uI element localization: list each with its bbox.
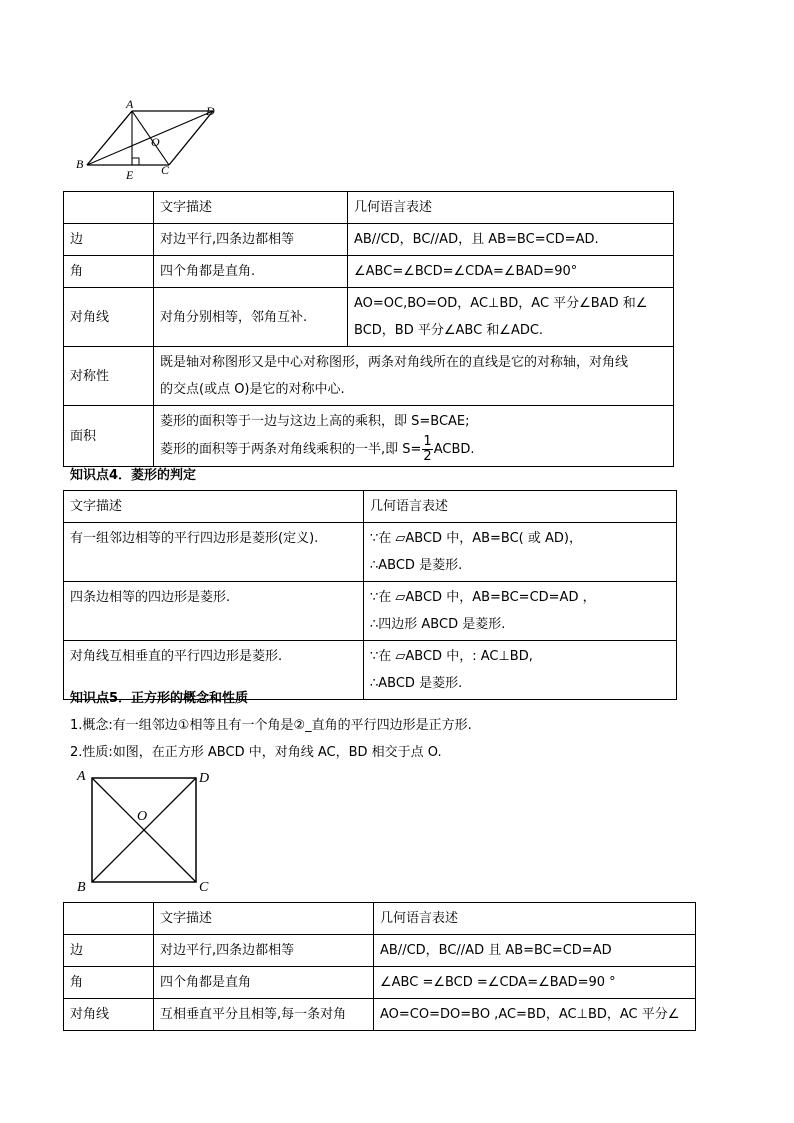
row-desc: 四条边相等的四边形是菱形.	[64, 582, 364, 641]
table-row	[64, 347, 674, 406]
row-geo	[364, 523, 677, 582]
geo-line: ∵在 ▱ABCD 中，: AC⊥BD,	[370, 649, 533, 664]
row-geo: AO=CO=DO=BO ,AC=BD，AC⊥BD，AC 平分∠	[374, 999, 696, 1031]
geo-line: ∴ABCD 是菱形.	[370, 676, 463, 691]
geo-line: AO=OC,BO=OD，AC⊥BD，AC 平分∠BAD 和∠	[354, 296, 648, 311]
header-cell-desc: 文字描述	[64, 491, 364, 523]
row-geo	[364, 641, 677, 700]
label-B: B	[77, 880, 86, 895]
area-line-1: 菱形的面积等于一边与这边上高的乘积，即 S=BCAE;	[160, 414, 470, 429]
row-desc: 对角线互相垂直的平行四边形是菱形.	[64, 641, 364, 700]
fraction-one-half	[422, 435, 432, 464]
header-cell-geo: 几何语言表述	[348, 192, 674, 224]
area-line-2	[160, 435, 667, 464]
row-desc	[154, 347, 674, 406]
header-cell-geo: 几何语言表述	[364, 491, 677, 523]
row-geo	[364, 582, 677, 641]
row-geo: AB//CD，BC//AD，且 AB=BC=CD=AD.	[348, 224, 674, 256]
fraction-denominator: 2	[423, 449, 432, 464]
edge-CD	[169, 111, 213, 165]
square-properties-table	[63, 902, 696, 1031]
area-line-2-post: ACBD.	[433, 442, 475, 457]
row-desc: 四个角都是直角	[154, 967, 374, 999]
section4-title: 知识点4．菱形的判定	[70, 468, 197, 483]
table-row	[64, 582, 677, 641]
geo-line: ∵在 ▱ABCD 中，AB=BC=CD=AD ，	[370, 590, 596, 605]
geo-line: ∴四边形 ABCD 是菱形.	[370, 617, 506, 632]
table-row	[64, 967, 696, 999]
right-angle-mark	[132, 158, 139, 165]
label-A: A	[126, 97, 134, 111]
table-row	[64, 935, 696, 967]
label-B: B	[76, 157, 84, 171]
diagonal-BD	[87, 111, 213, 165]
table-header-row	[64, 192, 674, 224]
section5-property: 2.性质:如图，在正方形 ABCD 中，对角线 AC，BD 相交于点 O.	[70, 745, 442, 760]
header-cell-desc: 文字描述	[154, 192, 348, 224]
row-label: 边	[64, 224, 154, 256]
table-row	[64, 288, 674, 347]
table-row	[64, 523, 677, 582]
table-row	[64, 406, 674, 467]
square-diagram	[72, 766, 222, 896]
row-label: 边	[64, 935, 154, 967]
row-label: 对角线	[64, 999, 154, 1031]
geo-line: BCD，BD 平分∠ABC 和∠ADC.	[354, 323, 544, 338]
table-row	[64, 999, 696, 1031]
geo-line: ∴ABCD 是菱形.	[370, 558, 463, 573]
row-desc: 对边平行,四条边都相等	[154, 935, 374, 967]
row-label: 面积	[64, 406, 154, 467]
row-geo	[348, 288, 674, 347]
label-D: D	[206, 104, 215, 118]
label-C: C	[161, 163, 170, 177]
rhombus-criteria-table	[63, 490, 677, 700]
row-geo: AB//CD，BC//AD 且 AB=BC=CD=AD	[374, 935, 696, 967]
rhombus-diagram	[70, 96, 230, 186]
table-header-row	[64, 491, 677, 523]
header-cell-geo: 几何语言表述	[374, 903, 696, 935]
section5-title: 知识点5．正方形的概念和性质	[70, 691, 249, 706]
table-row	[64, 224, 674, 256]
desc-line: 既是轴对称图形又是中心对称图形，两条对角线所在的直线是它的对称轴，对角线	[160, 355, 629, 370]
label-O: O	[151, 135, 160, 149]
label-A: A	[77, 769, 86, 784]
header-cell-empty	[64, 903, 154, 935]
label-E: E	[126, 168, 134, 182]
header-cell-desc: 文字描述	[154, 903, 374, 935]
label-C: C	[199, 880, 209, 895]
row-desc: 对边平行,四条边都相等	[154, 224, 348, 256]
row-desc: 对角分别相等，邻角互补.	[154, 288, 348, 347]
table-row	[64, 256, 674, 288]
row-desc: 四个角都是直角.	[154, 256, 348, 288]
row-desc	[154, 406, 674, 467]
row-label: 角	[64, 967, 154, 999]
row-geo: ∠ABC =∠BCD =∠CDA=∠BAD=90 °	[374, 967, 696, 999]
table-header-row	[64, 903, 696, 935]
row-label: 角	[64, 256, 154, 288]
row-label: 对称性	[64, 347, 154, 406]
row-geo: ∠ABC=∠BCD=∠CDA=∠BAD=90°	[348, 256, 674, 288]
label-O: O	[137, 809, 148, 824]
rhombus-properties-table	[63, 191, 674, 467]
fraction-numerator: 1	[423, 434, 432, 449]
row-desc: 互相垂直平分且相等,每一条对角	[154, 999, 374, 1031]
edge-AB	[87, 111, 132, 165]
section5-concept: 1.概念:有一组邻边①相等且有一个角是②_直角的平行四边形是正方形.	[70, 718, 472, 733]
label-D: D	[199, 771, 210, 786]
area-line-2-pre: 菱形的面积等于两条对角线乘积的一半,即 S=	[160, 442, 422, 457]
desc-line: 的交点(或点 O)是它的对称中心.	[160, 382, 345, 397]
header-cell-empty	[64, 192, 154, 224]
geo-line: ∵在 ▱ABCD 中，AB=BC( 或 AD)，	[370, 531, 582, 546]
row-desc: 有一组邻边相等的平行四边形是菱形(定义).	[64, 523, 364, 582]
row-label: 对角线	[64, 288, 154, 347]
